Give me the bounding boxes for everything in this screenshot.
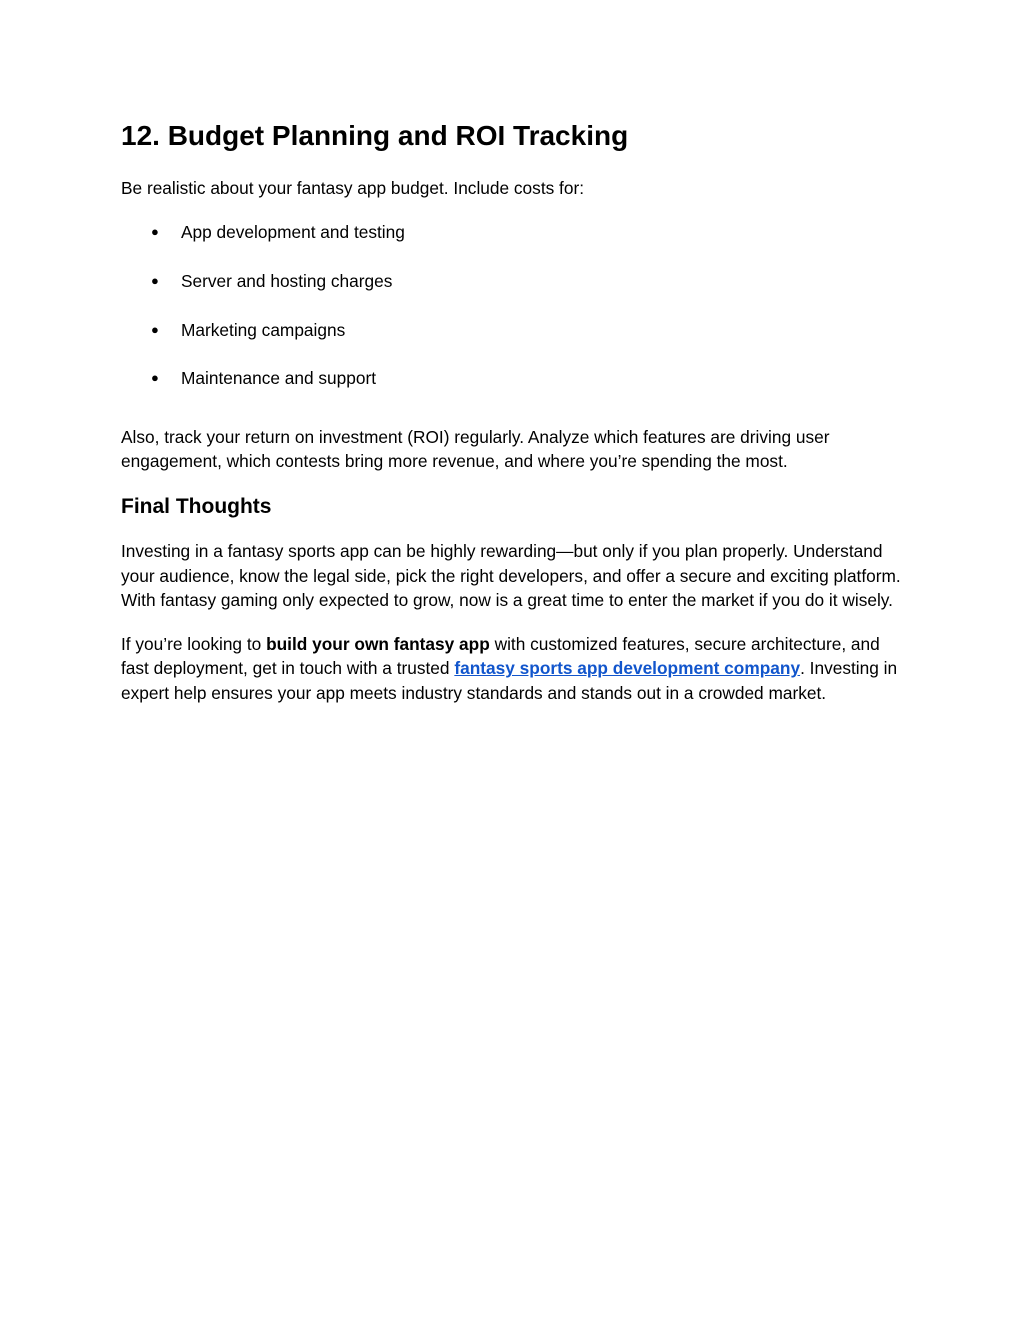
final-thoughts-heading: Final Thoughts [121, 495, 272, 519]
list-item-text: Marketing campaigns [181, 319, 346, 340]
bullet-icon: ● [151, 272, 159, 288]
cost-list [121, 220, 911, 390]
list-item [121, 269, 911, 293]
final-thoughts-paragraph: Investing in a fantasy sports app can be highly rewarding—but only if you plan properly. Understand your audience, know the legal side, pick the right developers, and offer a secure and exciting platform. With fantasy gaming only expected to grow, now is a great time to enter the market if you do it wisely. [121, 541, 901, 610]
bullet-icon: ● [151, 224, 159, 240]
list-item-text: Server and hosting charges [181, 270, 393, 291]
list-item-text: Maintenance and support [181, 368, 377, 389]
intro-paragraph: Be realistic about your fantasy app budget. Include costs for: [121, 178, 585, 198]
document-page [121, 118, 911, 725]
cta-bold-phrase: build your own fantasy app [266, 634, 490, 655]
list-item [121, 220, 911, 244]
roi-paragraph: Also, track your return on investment (ROI) regularly. Analyze which features are driving user engagement, which contests bring more revenue, and where you’re spending the most. [121, 426, 830, 471]
bullet-icon: ● [151, 321, 159, 337]
list-item [121, 366, 911, 390]
section-heading: 12. Budget Planning and ROI Tracking [121, 120, 629, 151]
cta-paragraph [121, 632, 911, 705]
cta-text-start: If you’re looking to [121, 634, 267, 655]
list-item [121, 318, 911, 342]
list-item-text: App development and testing [181, 222, 405, 243]
cta-text-end: . Investing in expert help ensures your app meets industry standards and stands out in a crowded market. [121, 658, 898, 703]
company-link[interactable]: fantasy sports app development company [454, 658, 801, 679]
cta-text-middle: with customized features, secure architecture, and fast deployment, get in touch with a trusted [121, 634, 880, 679]
bullet-icon: ● [151, 370, 159, 386]
